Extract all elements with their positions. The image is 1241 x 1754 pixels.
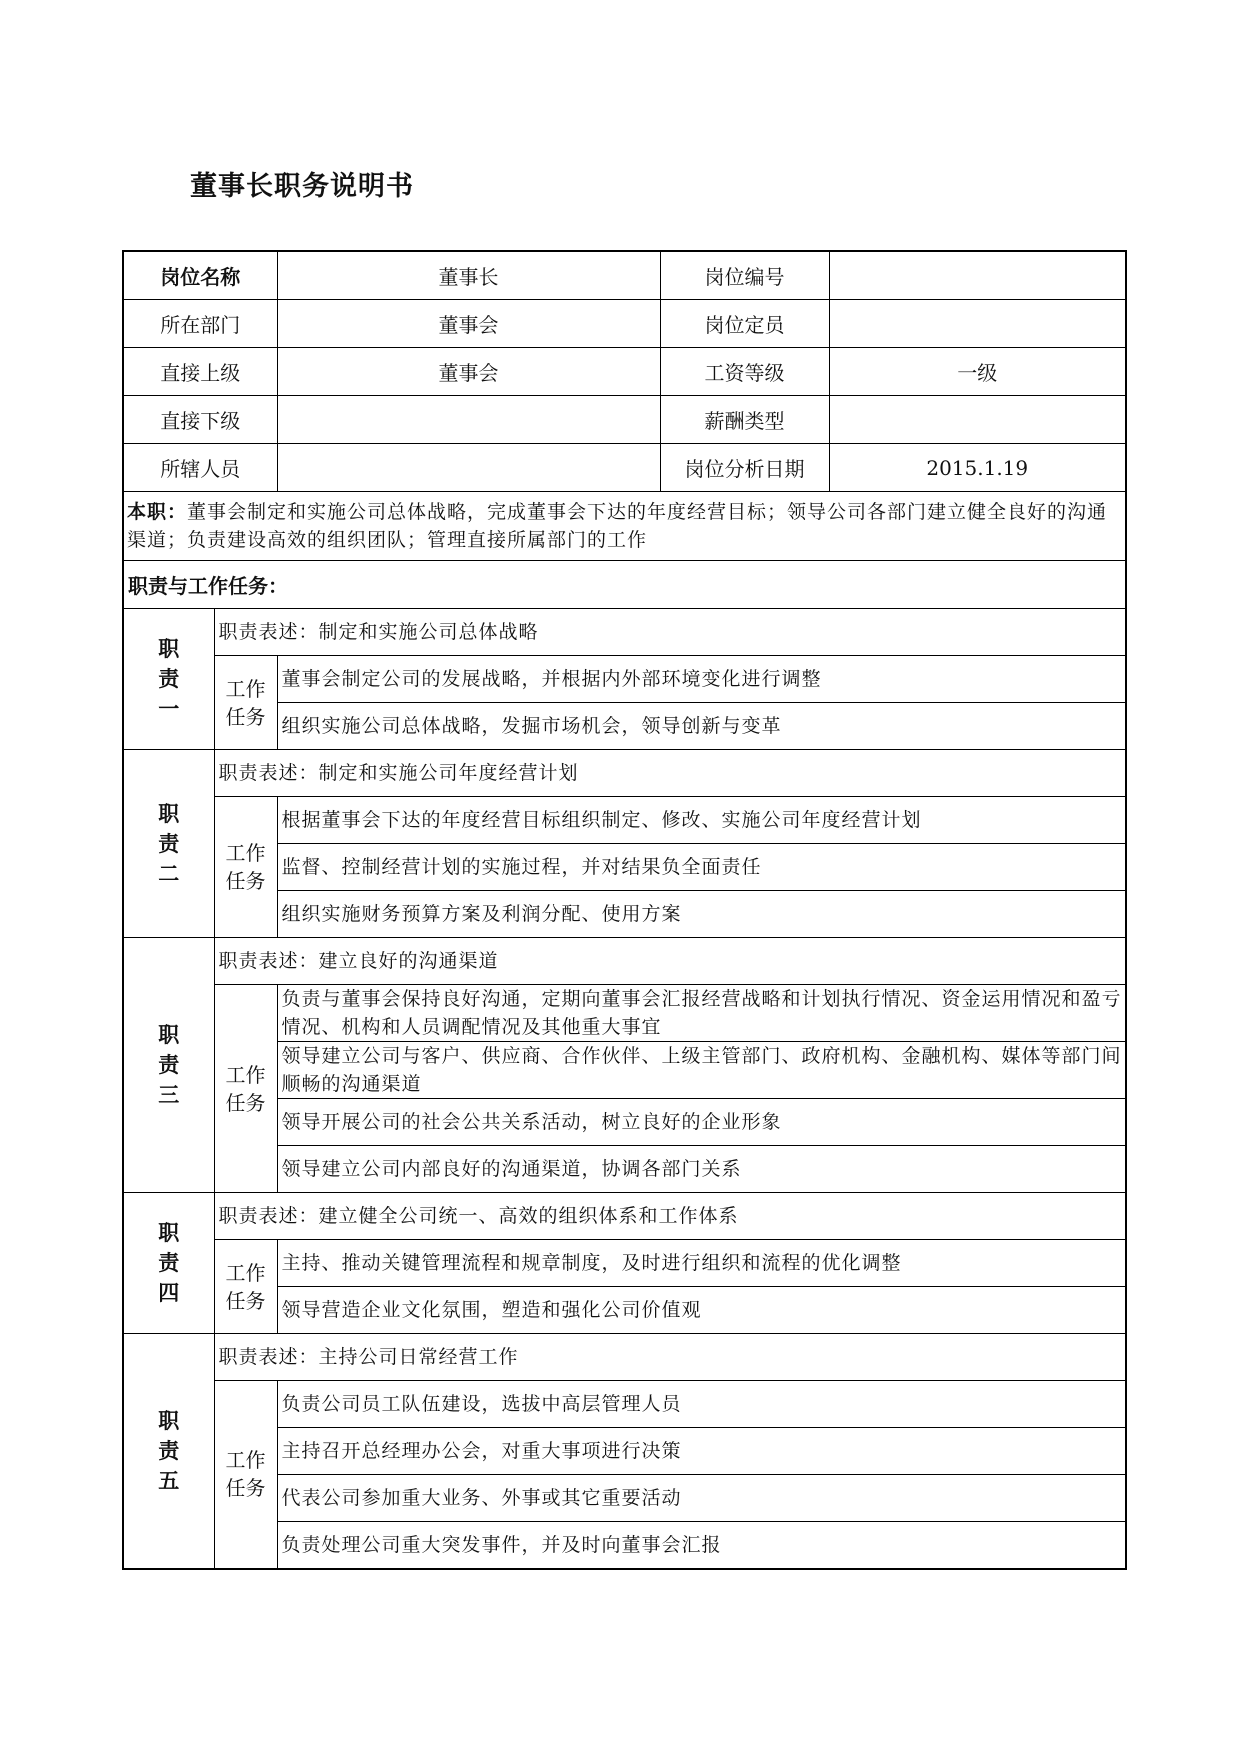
duty-label-char: 责 [158,1053,180,1077]
task-label-line: 任务 [225,1476,266,1501]
duty-5-task: 负责公司员工队伍建设，选拔中高层管理人员 [277,1381,1126,1428]
document-title: 董事长职务说明书 [190,171,414,202]
label-direct-superior: 直接上级 [123,348,277,396]
summary-text: 董事会制定和实施公司总体战略，完成董事会下达的年度经营目标；领导公司各部门建立健全良好的沟通渠道；负责建设高效的组织团队；管理直接所属部门的工作 [127,501,1108,551]
duty-4-description: 职责表述：建立健全公司统一、高效的组织体系和工作体系 [214,1193,1126,1240]
task-label-line: 工作 [225,1448,266,1473]
task-label-line: 工作 [225,1260,266,1285]
duty-3-task: 负责与董事会保持良好沟通，定期向董事会汇报经营战略和计划执行情况、资金运用情况和盈亏情况、机构和人员调配情况及其他重大事宜 [277,985,1126,1042]
duty-2-task: 组织实施财务预算方案及利润分配、使用方案 [277,891,1126,938]
info-row-staff [123,444,1126,492]
duty-5-task: 主持召开总经理办公会，对重大事项进行决策 [277,1428,1126,1475]
label-headcount: 岗位定员 [660,300,829,348]
duty-label-char: 责 [158,1438,180,1463]
duty-5-label [123,1334,214,1569]
duty-label-char: 二 [158,861,180,886]
label-direct-subordinate: 直接下级 [123,396,277,444]
value-headcount [829,300,1126,348]
duty-1-task: 董事会制定公司的发展战略，并根据内外部环境变化进行调整 [277,656,1126,703]
label-department: 所在部门 [123,300,277,348]
value-position-code [829,251,1126,300]
duty-2-description: 职责表述：制定和实施公司年度经营计划 [214,750,1126,797]
label-position-code: 岗位编号 [660,251,829,300]
label-staff-managed: 所辖人员 [123,444,277,492]
info-row-department [123,300,1126,348]
duty-3-description-row [123,938,1126,985]
duty-5-description-row [123,1334,1126,1381]
duty-3-task-label [214,985,277,1193]
duty-4-task: 主持、推动关键管理流程和规章制度，及时进行组织和流程的优化调整 [277,1240,1126,1287]
duty-label-char: 责 [158,831,180,856]
task-label-line: 工作 [225,1062,266,1087]
duty-2-label [123,750,214,938]
duty-label-char: 职 [158,1221,180,1245]
duty-2-task: 根据董事会下达的年度经营目标组织制定、修改、实施公司年度经营计划 [277,797,1126,844]
value-analysis-date: 2015.1.19 [829,444,1126,492]
value-direct-subordinate [277,396,660,444]
task-label-line: 任务 [225,869,266,893]
summary-row [123,492,1126,561]
duty-5-task-row [123,1381,1126,1428]
duty-1-task: 组织实施公司总体战略，发掘市场机会，领导创新与变革 [277,703,1126,750]
duty-5-task: 代表公司参加重大业务、外事或其它重要活动 [277,1475,1126,1522]
info-row-superior [123,348,1126,396]
info-row-position [123,251,1126,300]
duty-4-label [123,1193,214,1334]
duty-2-task: 监督、控制经营计划的实施过程，并对结果负全面责任 [277,844,1126,891]
duty-5-task: 负责处理公司重大突发事件，并及时向董事会汇报 [277,1522,1126,1569]
duty-1-task-row [123,656,1126,703]
duty-5-task-label [214,1381,277,1569]
section-header: 职责与工作任务： [123,561,1126,609]
duty-1-description: 职责表述：制定和实施公司总体战略 [214,609,1126,656]
duty-3-task: 领导建立公司与客户、供应商、合作伙伴、上级主管部门、政府机构、金融机构、媒体等部门间顺畅的沟通渠道 [277,1042,1126,1099]
duty-label-char: 责 [158,667,180,691]
section-header-row [123,561,1126,609]
duty-4-task-label [214,1240,277,1334]
duty-label-char: 职 [158,1408,180,1433]
info-row-subordinate [123,396,1126,444]
duty-label-char: 职 [158,801,180,826]
duty-2-task-row [123,797,1126,844]
duty-2-description-row [123,750,1126,797]
value-salary-grade: 一级 [829,348,1126,396]
job-summary [123,492,1126,561]
value-direct-superior: 董事会 [277,348,660,396]
value-position-name: 董事长 [277,251,660,300]
duty-4-description-row [123,1193,1126,1240]
task-label-line: 任务 [225,704,266,729]
duty-5-description: 职责表述：主持公司日常经营工作 [214,1334,1126,1381]
duty-3-task: 领导开展公司的社会公共关系活动，树立良好的企业形象 [277,1099,1126,1146]
duty-1-label [123,609,214,750]
duty-label-char: 五 [158,1468,180,1493]
duty-label-char: 三 [158,1083,180,1107]
task-label-line: 工作 [225,841,266,865]
duty-4-task-row [123,1240,1126,1287]
label-analysis-date: 岗位分析日期 [660,444,829,492]
label-position-name: 岗位名称 [123,251,277,300]
label-pay-type: 薪酬类型 [660,396,829,444]
task-label-line: 工作 [225,676,266,701]
value-pay-type [829,396,1126,444]
duty-label-char: 职 [158,637,180,661]
duty-1-task-label [214,656,277,750]
task-label-line: 任务 [225,1288,266,1313]
task-label-line: 任务 [225,1090,266,1115]
duty-label-char: 职 [158,1023,180,1047]
duty-label-char: 责 [158,1251,180,1275]
summary-label: 本职： [127,501,188,523]
job-description-table [122,250,1127,1570]
label-salary-grade: 工资等级 [660,348,829,396]
duty-3-description: 职责表述：建立良好的沟通渠道 [214,938,1126,985]
value-staff-managed [277,444,660,492]
duty-3-label [123,938,214,1193]
duty-1-description-row [123,609,1126,656]
duty-label-char: 一 [158,697,180,721]
value-department: 董事会 [277,300,660,348]
duty-3-task: 领导建立公司内部良好的沟通渠道，协调各部门关系 [277,1146,1126,1193]
duty-2-task-label [214,797,277,938]
duty-3-task-row [123,985,1126,1042]
duty-4-task: 领导营造企业文化氛围，塑造和强化公司价值观 [277,1287,1126,1334]
duty-label-char: 四 [158,1281,180,1305]
